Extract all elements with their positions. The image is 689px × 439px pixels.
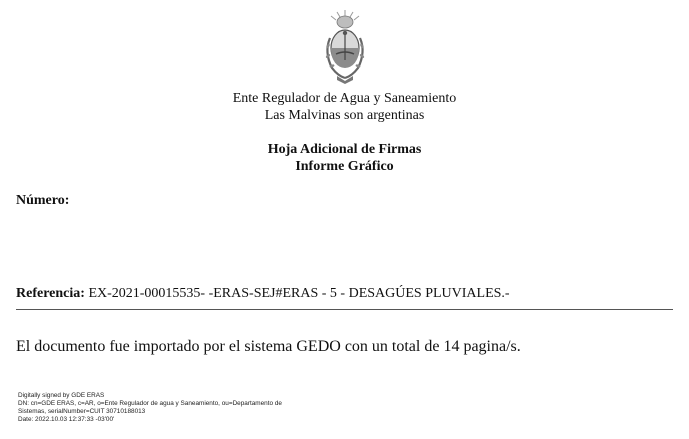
referencia-line	[16, 286, 510, 302]
coat-of-arms-icon	[322, 8, 368, 84]
document-title: Hoja Adicional de Firmas	[267, 142, 422, 157]
motto: Las Malvinas son argentinas	[264, 108, 425, 123]
digital-signature-block	[18, 392, 282, 424]
header-block	[0, 90, 689, 124]
numero-label: Número:	[16, 193, 70, 208]
document-subtitle: Informe Gráfico	[295, 159, 394, 174]
signature-line: Digitally signed by GDE ERAS	[18, 392, 105, 399]
signature-line: Date: 2022.10.03 12:37:33 -03'00'	[18, 416, 115, 423]
signature-line: DN: cn=GDE ERAS, c=AR, o=Ente Regulador de agua y Saneamiento, ou=Departamento de	[18, 400, 282, 407]
divider	[16, 309, 673, 310]
referencia-label: Referencia:	[16, 286, 85, 301]
signature-line: Sistemas, serialNumber=CUIT 30710188013	[18, 408, 146, 415]
referencia-value: EX-2021-00015535- -ERAS-SEJ#ERAS - 5 - DESAGÚES PLUVIALES.-	[88, 286, 510, 301]
document-title-block	[0, 141, 689, 175]
organization-name: Ente Regulador de Agua y Saneamiento	[232, 91, 457, 106]
import-notice: El documento fue importado por el sistema GEDO con un total de 14 pagina/s.	[16, 338, 521, 355]
